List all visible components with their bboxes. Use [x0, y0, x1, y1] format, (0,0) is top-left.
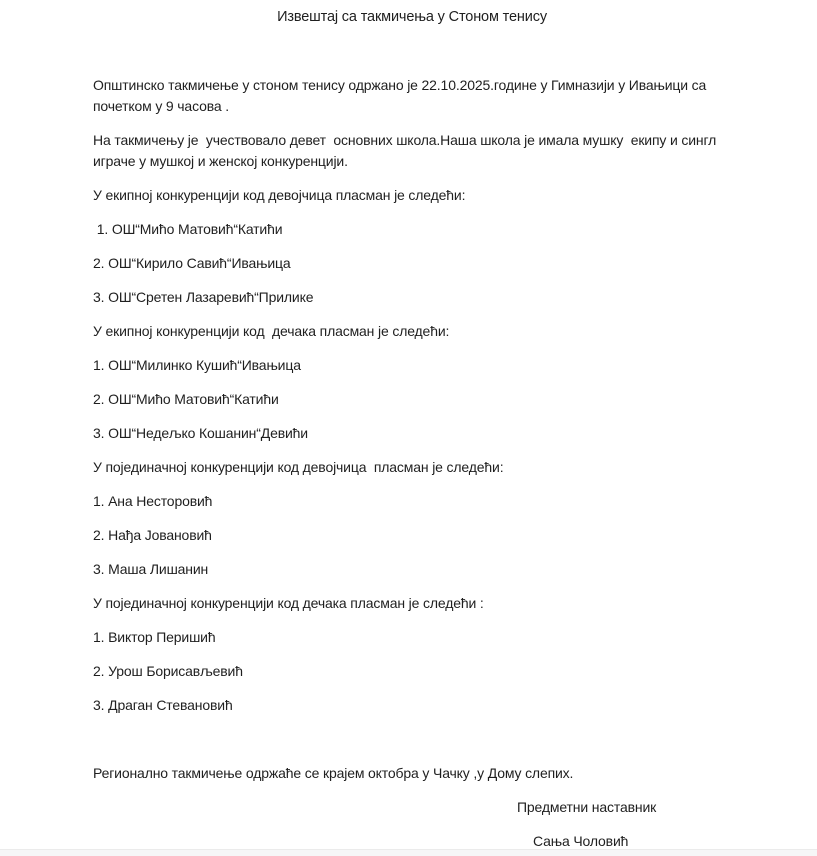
list-item: 1. Виктор Перишић	[93, 629, 216, 645]
paragraph-intro: Општинско такмичење у стоном тенису одржано је 22.10.2025.године у Гимназији у Ивањици са почетком у 9 часова .	[93, 77, 710, 114]
list-item: 3. Маша Лишанин	[93, 561, 209, 577]
signature-role: Предметни наставник	[517, 799, 657, 815]
paragraph-closing: Регионално такмичење одржаће се крајем октобра у Чачку ,у Дому слепих.	[93, 765, 574, 781]
list-item: 3. ОШ“Сретен Лазаревић“Прилике	[93, 289, 314, 305]
list-item: 1. ОШ“Мићо Матовић“Катићи	[93, 221, 283, 237]
page-bottom-edge	[0, 849, 817, 856]
list-item: 3. Драган Стевановић	[93, 697, 233, 713]
list-item: 3. ОШ“Недељко Кошанин“Девићи	[93, 425, 308, 441]
list-item: 2. Нађа Јовановић	[93, 527, 212, 543]
paragraph-participation: На такмичењу је учествовало девет основних школа.Наша школа је имала мушку екипу и сингл играче у мушкој и женској конкуренцији.	[93, 132, 720, 169]
list-item: 2. Урош Борисављевић	[93, 663, 243, 679]
page-title: Извештај са такмичења у Стоном тенису	[277, 9, 547, 25]
list-item: 2. ОШ“Мићо Матовић“Катићи	[93, 391, 279, 407]
signature-name: Сања Чоловић	[533, 833, 629, 849]
list-item: 1. ОШ“Милинко Кушић“Ивањица	[93, 357, 301, 373]
section-heading-singles-girls: У појединачној конкуренцији код девојчица пласман је следећи:	[93, 459, 504, 475]
blank-line	[93, 729, 731, 750]
list-item: 1. Ана Несторовић	[93, 493, 213, 509]
blank-line	[93, 41, 731, 62]
section-heading-team-boys: У екипној конкуренцији код дечака пласман је следећи:	[93, 323, 450, 339]
section-heading-singles-boys: У појединачној конкуренцији код дечака пласман је следећи :	[93, 595, 484, 611]
list-item: 2. ОШ“Кирило Савић“Ивањица	[93, 255, 291, 271]
section-heading-team-girls: У екипној конкуренцији код девојчица пласман је следећи:	[93, 187, 466, 203]
